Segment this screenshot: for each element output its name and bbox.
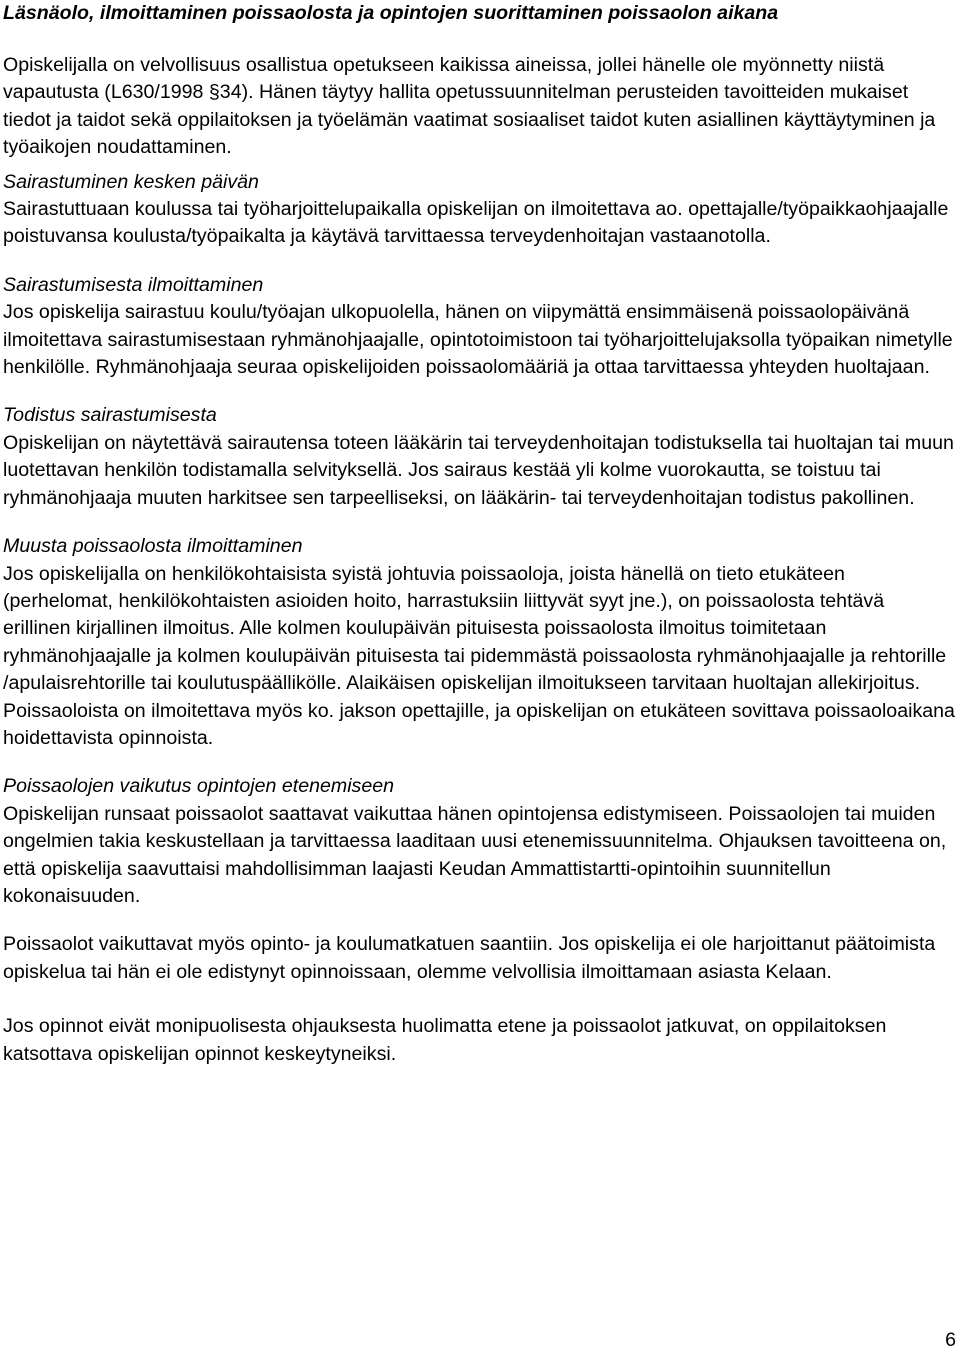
section-text: Sairastuttuaan koulussa tai työharjoittelupaikalla opiskelijan on ilmoitettava ao. opettajalle/työpaikkaohjaajalle poistuvansa koulusta/työpaikalta ja käytävä tarvittaessa terveydenhoitajan vastaanotolla. <box>3 198 949 248</box>
section-heading: Poissaolojen vaikutus opintojen etenemiseen <box>3 775 395 798</box>
intro-paragraph: Opiskelijalla on velvollisuus osallistua opetukseen kaikissa aineissa, jollei hänelle ole myönnetty niistä vapautusta (L630/1998 §34). Hänen täytyy hallita opetussuunnitelman perusteiden tavoitteiden mukaiset tiedot ja taidot sekä oppilaitoksen ja työelämän vaatimat sosiaaliset taidot kuten asiallinen käyttäytyminen ja työaikojen noudattaminen. <box>3 54 936 159</box>
section-text: Opiskelijan runsaat poissaolot saattavat vaikuttaa hänen opintojensa edistymiseen. Poissaolojen tai muiden ongelmien takia keskustellaan ja tarvittaessa laaditaan uusi etenemissuunnitelma. Ohjauksen tavoitteena on, että opiskelija saavuttaisi mahdollisimman laajasti Keudan Ammattistartti-opintoihin suunnitellun kokonaisuuden. <box>3 802 947 907</box>
closing-paragraph-interruption: Jos opinnot eivät monipuolisesta ohjauksesta huolimatta etene ja poissaolot jatkuvat, on oppilaitoksen katsottava opiskelijan opinnot keskeytyneiksi. <box>3 1015 887 1065</box>
section-text: Jos opiskelija sairastuu koulu/työajan ulkopuolella, hänen on viipymättä ensimmäisenä poissaolopäivänä ilmoitettava sairastumisestaan ryhmänohjaajalle, opintotoimistoon tai työharjoittelujaksolla työpaikan nimetylle henkilölle. Ryhmänohjaaja seuraa opiskelijoiden poissaolomääriä ja ottaa tarvittaessa yhteyden huoltajaan. <box>3 301 953 379</box>
section-sudden-illness <box>3 169 957 251</box>
document-title: Läsnäolo, ilmoittaminen poissaolosta ja opintojen suorittaminen poissaolon aikana <box>3 2 779 24</box>
section-heading: Sairastuminen kesken päivän <box>3 170 259 193</box>
section-illness-notification <box>3 272 957 382</box>
section-text: Opiskelijan on näytettävä sairautensa toteen lääkärin tai terveydenhoitajan todistuksella tai huoltajan tai muun luotettavan henkilön todistamalla selvityksellä. Jos sairaus kestää yli kolme vuorokautta, se toistuu tai ryhmänohjaaja muuten harkitsee sen tarpeelliseksi, on lääkärin- tai terveydenhoitajan todistus pakollinen. <box>3 431 954 509</box>
section-heading: Sairastumisesta ilmoittaminen <box>3 273 264 296</box>
section-heading: Todistus sairastumisesta <box>3 404 217 427</box>
section-absence-effects <box>3 773 957 910</box>
section-medical-certificate <box>3 402 957 512</box>
document-page <box>3 0 957 1068</box>
section-other-absence <box>3 533 957 752</box>
section-heading: Muusta poissaolosta ilmoittaminen <box>3 535 303 558</box>
page-number: 6 <box>945 1329 956 1351</box>
closing-paragraph-kela: Poissaolot vaikuttavat myös opinto- ja koulumatkatuen saantiin. Jos opiskelija ei ole harjoittanut päätoimista opiskelua tai hän ei ole edistynyt opinnoissaan, olemme velvollisia ilmoittamaan asiasta Kelaan. <box>3 933 936 983</box>
section-text: Jos opiskelijalla on henkilökohtaisista syistä johtuvia poissaoloja, joista hänellä on tieto etukäteen (perhelomat, henkilökohtaisten asioiden hoito, harrastuksiin liittyvät syyt jne.), on poissaolosta tehtävä erillinen kirjallinen ilmoitus. Alle kolmen koulupäivän pituisesta poissaolosta ilmoitus toimitetaan ryhmänohjaajalle ja kolmen koulupäivän pituisesta tai pidemmästä poissaolosta ryhmänohjaajalle ja rehtorille /apulaisrehtorille tai koulutuspäällikölle. Alaikäisen opiskelijan ilmoitukseen tarvitaan huoltajan allekirjoitus. Poissaoloista on ilmoitettava myös ko. jakson opettajille, ja opiskelijan on etukäteen sovittava poissaoloaikana hoidettavista opinnoista. <box>3 562 955 749</box>
